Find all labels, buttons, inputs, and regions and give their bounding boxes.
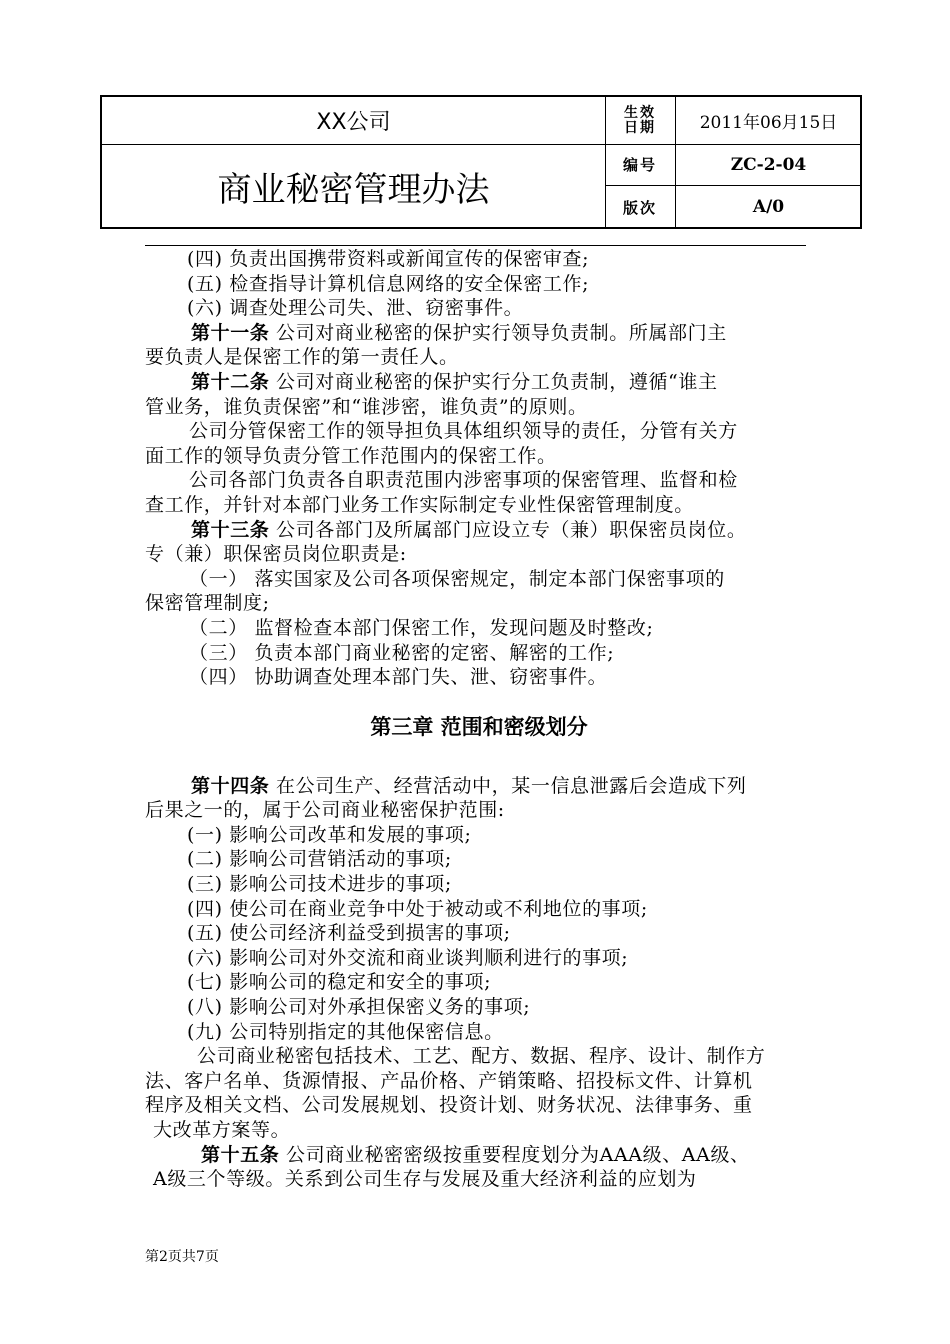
article-label: 第十五条 bbox=[201, 1143, 280, 1166]
list-item: （三） 负责本部门商业秘密的定密、解密的工作; bbox=[189, 641, 615, 664]
header-rule bbox=[145, 245, 806, 246]
paragraph: 公司分管保密工作的领导担负具体组织领导的责任，分管有关方 bbox=[189, 420, 738, 443]
article-text: 公司商业秘密密级按重要程度划分为AAA级、AA级、 bbox=[279, 1143, 750, 1166]
paragraph: 大改革方案等。 bbox=[153, 1119, 291, 1141]
article-text: 公司对商业秘密的保护实行分工负责制，遵循“谁主 bbox=[269, 370, 718, 393]
article-14 bbox=[145, 774, 813, 799]
list-item: (二) 影响公司营销活动的事项; bbox=[187, 848, 452, 871]
paragraph: 程序及相关文档、公司发展规划、投资计划、财务状况、法律事务、重 bbox=[145, 1094, 753, 1117]
paragraph: 面工作的领导负责分管工作范围内的保密工作。 bbox=[145, 444, 557, 467]
list-item: (四) 使公司在商业竞争中处于被动或不利地位的事项; bbox=[187, 897, 648, 920]
article-label: 第十一条 bbox=[191, 321, 270, 344]
list-item: （四） 协助调查处理本部门失、泄、窃密事件。 bbox=[189, 666, 608, 689]
article-text: 后果之一的，属于公司商业秘密保护范围: bbox=[145, 799, 505, 822]
document-number-value: ZC-2-04 bbox=[730, 154, 807, 175]
paragraph: 公司商业秘密包括技术、工艺、配方、数据、程序、设计、制作方 bbox=[197, 1045, 766, 1068]
paragraph: 公司各部门负责各自职责范围内涉密事项的保密管理、监督和检 bbox=[189, 469, 738, 492]
article-text: A级三个等级。关系到公司生存与发展及重大经济利益的应划为 bbox=[153, 1168, 697, 1191]
list-item: (九) 公司特别指定的其他保密信息。 bbox=[187, 1020, 504, 1043]
effective-date-value: 2011年06月15日 bbox=[699, 113, 838, 133]
article-label: 第十二条 bbox=[191, 370, 270, 393]
article-text: 专（兼）职保密员岗位职责是: bbox=[145, 543, 407, 566]
article-12 bbox=[145, 370, 813, 395]
article-text: 在公司生产、经营活动中，某一信息泄露后会造成下列 bbox=[269, 774, 747, 797]
article-label: 第十四条 bbox=[191, 774, 270, 797]
article-15 bbox=[145, 1143, 813, 1168]
header-divider bbox=[102, 144, 605, 145]
article-text: 管业务，谁负责保密”和“谁涉密，谁负责”的原则。 bbox=[145, 395, 588, 418]
list-item: (一) 影响公司改革和发展的事项; bbox=[187, 823, 472, 846]
page-number: 第2页共7页 bbox=[145, 1249, 219, 1265]
company-name: XX公司 bbox=[316, 110, 391, 135]
version-label: 版次 bbox=[622, 198, 657, 217]
list-item: (八) 影响公司对外承担保密义务的事项; bbox=[187, 996, 531, 1019]
list-item: (四) 负责出国携带资料或新闻宣传的保密审查; bbox=[187, 248, 590, 270]
list-item: (七) 影响公司的稳定和安全的事项; bbox=[187, 971, 492, 994]
article-11 bbox=[145, 321, 813, 346]
article-text: 公司对商业秘密的保护实行领导负责制。所属部门主 bbox=[269, 321, 727, 344]
document-header-table bbox=[100, 95, 862, 229]
list-item: (六) 调查处理公司失、泄、窃密事件。 bbox=[187, 297, 524, 320]
paragraph: 查工作，并针对本部门业务工作实际制定专业性保密管理制度。 bbox=[145, 493, 694, 516]
document-number-label: 编号 bbox=[622, 156, 657, 174]
chapter-heading: 第三章 范围和密级划分 bbox=[370, 713, 588, 739]
list-item: (五) 检查指导计算机信息网络的安全保密工作; bbox=[187, 272, 590, 295]
article-text: 公司各部门及所属部门应设立专（兼）职保密员岗位。 bbox=[269, 518, 747, 541]
version-value: A/0 bbox=[752, 197, 785, 217]
list-item: （一） 落实国家及公司各项保密规定，制定本部门保密事项的 bbox=[189, 567, 725, 590]
list-item: 保密管理制度; bbox=[145, 592, 270, 615]
list-item: (五) 使公司经济利益受到损害的事项; bbox=[187, 922, 511, 945]
paragraph: 法、客户名单、货源情报、产品价格、产销策略、招投标文件、计算机 bbox=[145, 1069, 753, 1092]
article-label: 第十三条 bbox=[191, 518, 270, 541]
spacer bbox=[145, 754, 813, 774]
effective-date-label: 生效日期 bbox=[624, 104, 656, 136]
list-item: （二） 监督检查本部门保密工作，发现问题及时整改; bbox=[189, 616, 654, 639]
document-body bbox=[145, 247, 813, 1192]
article-13 bbox=[145, 518, 813, 543]
list-item: (三) 影响公司技术进步的事项; bbox=[187, 873, 452, 896]
list-item: (六) 影响公司对外交流和商业谈判顺利进行的事项; bbox=[187, 946, 629, 969]
document-title: 商业秘密管理办法 bbox=[217, 170, 490, 210]
article-text: 要负责人是保密工作的第一责任人。 bbox=[145, 346, 459, 369]
